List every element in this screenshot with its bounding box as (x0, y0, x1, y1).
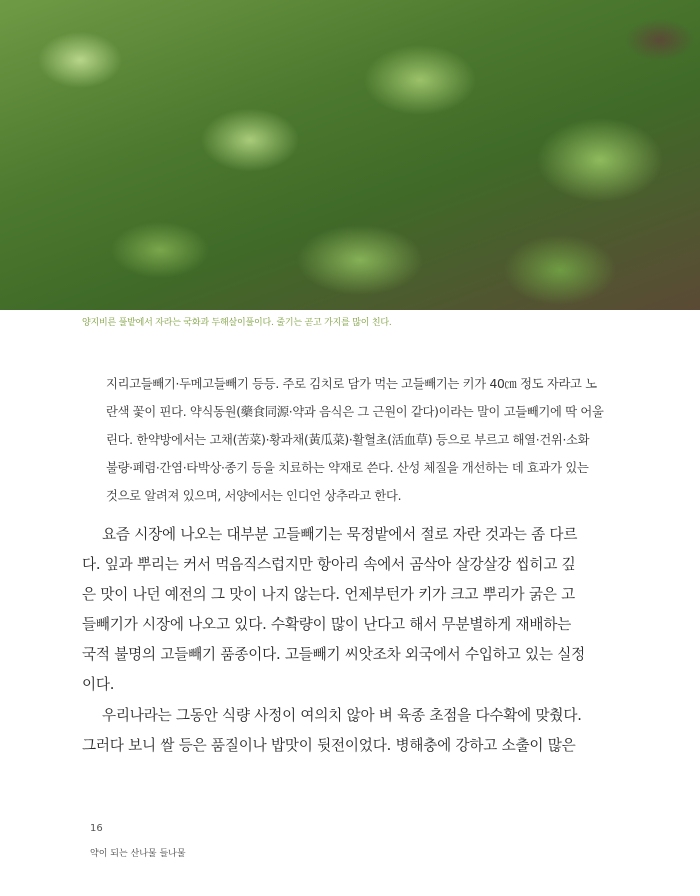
body-line: 국적 불명의 고들빼기 품종이다. 고들빼기 씨앗조차 외국에서 수입하고 있는 실정 (82, 646, 586, 664)
photo-caption: 양지비른 풀밭에서 자라는 국화과 두해살이풀이다. 줄기는 곧고 가지를 많이 친다. (82, 318, 392, 328)
page-number: 16 (90, 823, 103, 834)
intro-line: 지리고들빼기·두메고들빼기 등등. 주로 김치로 담가 먹는 고들빼기는 키가 40㎝ 정도 자라고 노 (106, 377, 597, 391)
intro-paragraph (106, 370, 608, 510)
body-line: 은 맛이 나던 예전의 그 맛이 나지 않는다. 언제부턴가 키가 크고 뿌리가 굵은 고 (82, 586, 575, 604)
intro-line: 란색 꽃이 핀다. 약식동원(藥食同源·약과 음식은 그 근원이 같다)이라는 말이 고들빼기에 딱 어울 (106, 405, 604, 420)
market-paragraph (82, 520, 608, 701)
body-line: 요즘 시장에 나오는 대부분 고들빼기는 묵정밭에서 절로 자란 것과는 좀 다르 (102, 526, 578, 543)
body-text (82, 520, 608, 761)
body-line: 이다. (82, 676, 115, 694)
body-line: 다. 잎과 뿌리는 커서 먹음직스럽지만 항아리 속에서 곰삭아 살강살강 씹히고 깊 (82, 556, 576, 574)
body-line: 들빼기가 시장에 나오고 있다. 수확량이 많이 난다고 해서 무분별하게 재배하는 (82, 616, 572, 634)
body-line: 우리나라는 그동안 식량 사정이 여의치 않아 벼 육종 초점을 다수확에 맞췄다. (102, 706, 582, 724)
plant-photo (0, 0, 700, 310)
body-line: 그러다 보니 쌀 등은 품질이나 밥맛이 뒷전이었다. 병해충에 강하고 소출이 많은 (82, 736, 576, 754)
running-footer-title: 약이 되는 산나물 들나물 (90, 849, 186, 859)
intro-line: 불량·폐렴·간염·타박상·종기 등을 치료하는 약재로 쓴다. 산성 체질을 개선하는 데 효과가 있는 (106, 461, 589, 476)
intro-line: 것으로 알려져 있으며, 서양에서는 인디언 상추라고 한다. (106, 489, 402, 504)
rice-paragraph (82, 701, 608, 761)
intro-line: 린다. 한약방에서는 고채(苦菜)·황과채(黃瓜菜)·활혈초(活血草) 등으로 부르고 해열·건위·소화 (106, 433, 590, 448)
